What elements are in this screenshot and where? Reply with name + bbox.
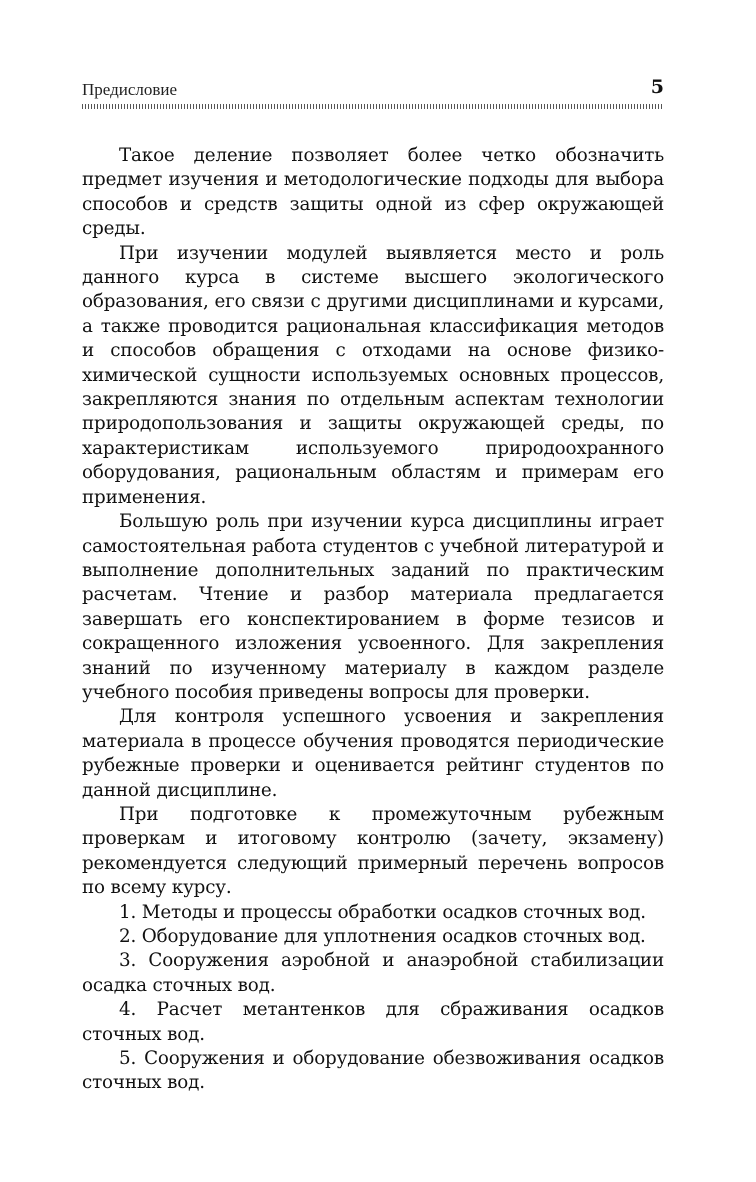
running-header	[82, 76, 664, 104]
paragraph: При изучении модулей выявляется место и роль данного курса в системе высшего экологического образования, его связи с другими дисциплинами и курсами, а также проводится рациональная классификация методов и способов обращения с отходами на основе физико-химической сущности используемых основных процессов, закрепляются знания по отдельным аспектам технологии природопользования и защиты окружающей среды, по характеристикам используемого природоохранного оборудования, рациональным областям и примерам его применения.	[82, 242, 664, 508]
list-item: 3. Сооружения аэробной и анаэробной стабилизации осадка сточных вод.	[82, 950, 664, 996]
paragraph: Большую роль при изучении курса дисциплины играет самостоятельная работа студентов с учебной литературой и выполнение дополнительных заданий по практическим расчетам. Чтение и разбор материала предлагается завершать его конспектированием в форме тезисов и сокращенного изложения усвоенного. Для закрепления знаний по изученному материалу в каждом разделе учебного пособия приведены вопросы для проверки.	[82, 511, 664, 703]
body-text	[82, 144, 664, 1096]
list-item: 5. Сооружения и оборудование обезвоживания осадков сточных вод.	[82, 1048, 664, 1094]
header-dotted-rule	[82, 104, 664, 109]
paragraph: Для контроля успешного усвоения и закрепления материала в процессе обучения проводятся периодические рубежные проверки и оценивается рейтинг студентов по данной дисциплине.	[82, 706, 664, 801]
list-item: 1. Методы и процессы обработки осадков сточных вод.	[119, 901, 646, 923]
page-number: 5	[650, 76, 664, 98]
paragraph: Такое деление позволяет более четко обозначить предмет изучения и методологические подходы для выбора способов и средств защиты одной из сфер окружающей среды.	[82, 145, 664, 240]
list-item: 2. Оборудование для уплотнения осадков сточных вод.	[119, 926, 646, 947]
paragraph: При подготовке к промежуточным рубежным проверкам и итоговому контролю (зачету, экзамену) рекомендуется следующий примерный перечень вопросов по всему курсу.	[82, 803, 664, 899]
list-item: 4. Расчет метантенков для сбраживания осадков сточных вод.	[82, 999, 664, 1045]
running-header-title: Предисловие	[82, 80, 178, 99]
